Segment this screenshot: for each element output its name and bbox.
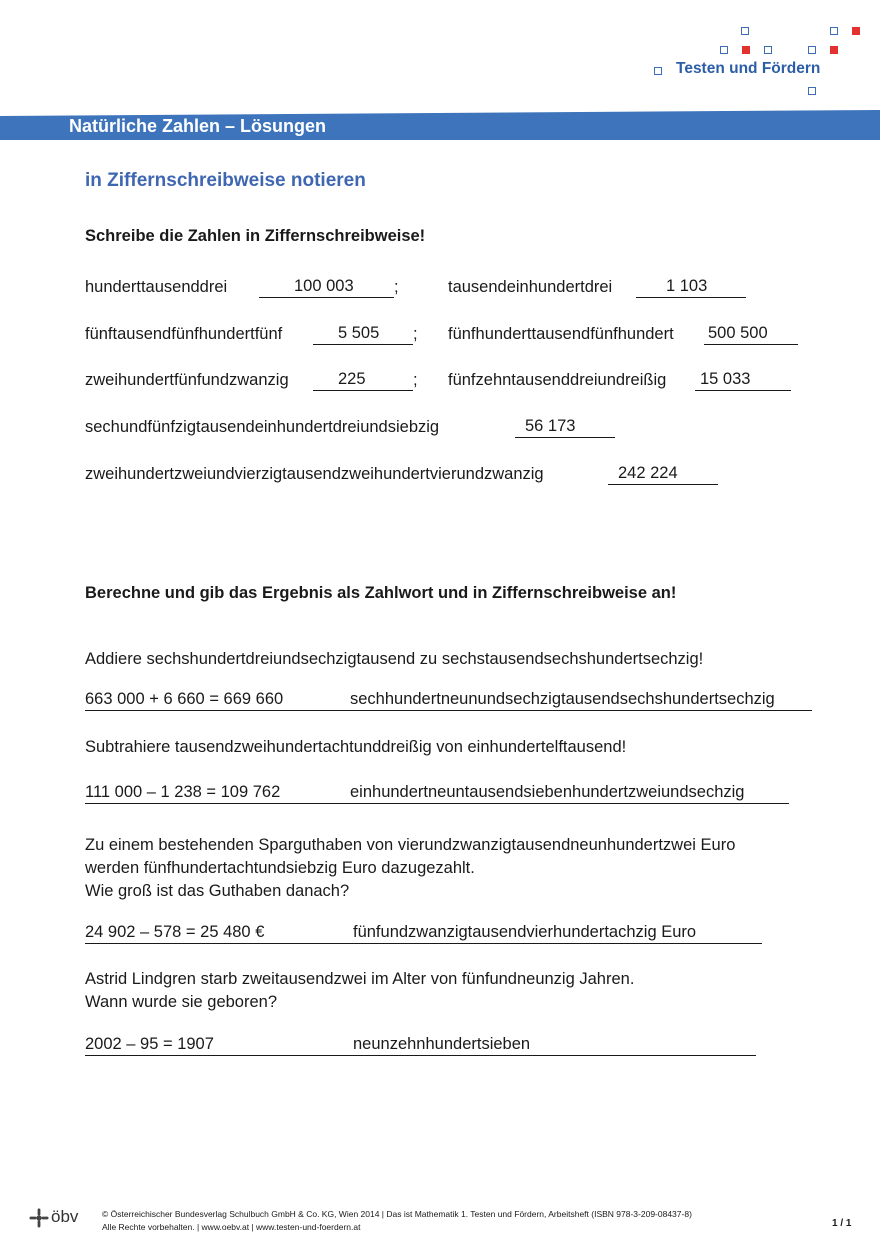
task2-words: fünfundzwanzigtausendvierhundertachzig Euro <box>353 923 697 941</box>
task2-question: Astrid Lindgren starb zweitausendzwei im Alter von fünfundneunzig Jahren. <box>85 970 635 988</box>
task1-answer: 100 003 <box>259 277 394 298</box>
task2-calc: 2002 – 95 = 1907 <box>85 1035 214 1053</box>
page-title: Natürliche Zahlen – Lösungen <box>69 116 327 136</box>
task2-question: Subtrahiere tausendzweihundertachtunddreißig von einhundertelftausend! <box>85 738 627 756</box>
task1-word: fünftausendfünfhundertfünf <box>85 325 283 343</box>
footer-copyright: © Österreichischer Bundesverlag Schulbuch GmbH & Co. KG, Wien 2014 | Das ist Mathematik 1. Testen und Fördern, Arbeitsheft (ISBN 978-3-209-08437-8) Alle Rechte vorbehalten. | www.oebv.at | www.testen-und-foerdern.at <box>102 1209 692 1232</box>
task2-answer-line <box>85 923 762 944</box>
task2-question: Zu einem bestehenden Sparguthaben von vierundzwanzigtausendneunhundertzwei Euro <box>85 836 736 854</box>
section-title: in Ziffernschreibweise notieren <box>85 170 366 191</box>
task2-question: Addiere sechshundertdreiundsechzigtausend zu sechstausendsechshundertsechzig! <box>85 650 704 668</box>
task1-answer: 15 033 <box>695 370 791 391</box>
task2-words: einhundertneuntausendsiebenhundertzweiundsechzig <box>350 783 745 801</box>
task2-calc: 24 902 – 578 = 25 480 € <box>85 923 265 941</box>
task1-answer: 1 103 <box>636 277 746 298</box>
task1-answer: 500 500 <box>704 324 798 345</box>
task1-word: hunderttausenddrei <box>85 278 228 296</box>
task2-calc: 663 000 + 6 660 = 669 660 <box>85 690 284 708</box>
page-number: 1 / 1 <box>832 1218 852 1229</box>
task2-answer-line <box>85 690 812 711</box>
task1-word: tausendeinhundertdrei <box>448 278 613 296</box>
task1-word: zweihundertzweiundvierzigtausendzweihundertvierundzwanzig <box>85 465 544 483</box>
task1-answer: 56 173 <box>515 417 615 438</box>
task2-calc: 111 000 – 1 238 = 109 762 <box>85 783 281 801</box>
brand-name: Testen und Fördern <box>676 60 821 77</box>
task1-word: fünfhunderttausendfünfhundert <box>448 325 674 343</box>
task1-word: sechundfünfzigtausendeinhundertdreiundsiebzig <box>85 418 440 436</box>
task2-words: sechhundertneunundsechzigtausendsechshundertsechzig <box>350 690 775 708</box>
task1-instruction: Schreibe die Zahlen in Ziffernschreibweise! <box>85 227 426 245</box>
publisher-logo-text: öbv <box>51 1207 79 1226</box>
task1-answer: 225 <box>313 370 413 391</box>
task2-question: werden fünfhundertachtundsiebzig Euro dazugezahlt. <box>85 859 475 877</box>
task2-instruction: Berechne und gib das Ergebnis als Zahlwort und in Ziffernschreibweise an! <box>85 584 677 602</box>
task1-separator: ; <box>413 371 418 389</box>
task2-answer-line <box>85 783 789 804</box>
task2-question: Wann wurde sie geboren? <box>85 993 278 1011</box>
task1-separator: ; <box>413 325 418 343</box>
task2-answer-line <box>85 1035 756 1056</box>
task1-separator: ; <box>394 278 399 296</box>
task1-word: zweihundertfünfundzwanzig <box>85 371 289 389</box>
publisher-logo-icon <box>29 1208 49 1228</box>
task2-words: neunzehnhundertsieben <box>353 1035 531 1053</box>
task1-answer: 242 224 <box>608 464 718 485</box>
task2-question: Wie groß ist das Guthaben danach? <box>85 882 350 900</box>
task1-answer: 5 505 <box>313 324 413 345</box>
task1-word: fünfzehntausenddreiundreißig <box>448 371 667 389</box>
